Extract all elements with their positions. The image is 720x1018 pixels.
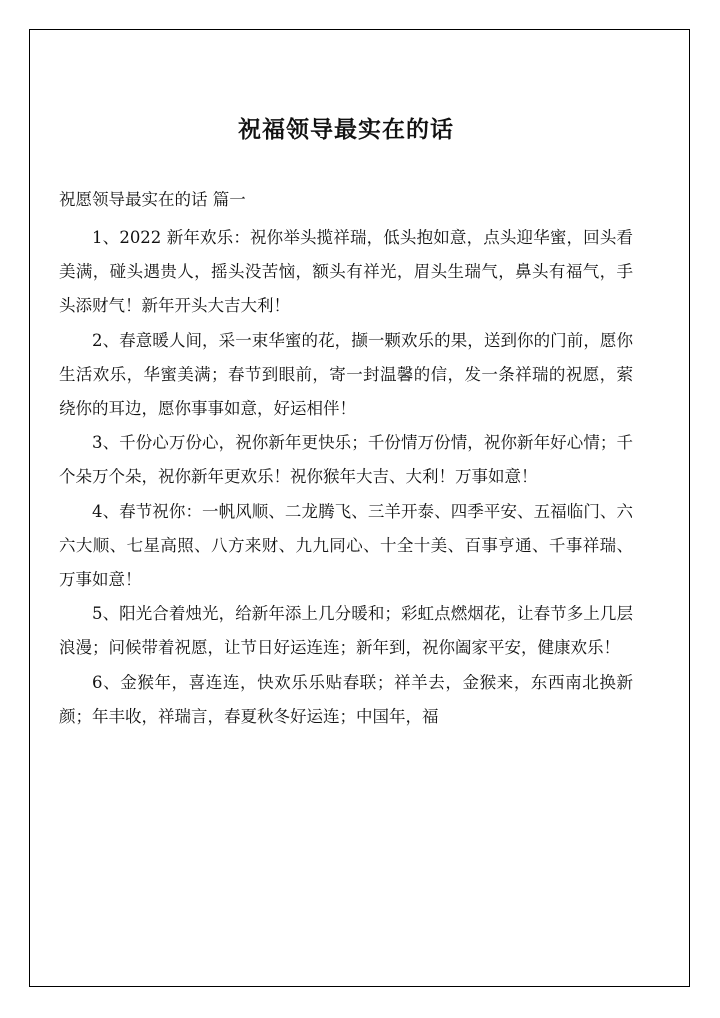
document-title: 祝福领导最实在的话 xyxy=(238,116,454,143)
section-heading: 祝愿领导最实在的话 篇一 xyxy=(59,190,246,209)
paragraph-1: 1、2022 新年欢乐：祝你举头揽祥瑞，低头抱如意，点头迎华蜜，回头看美满，碰头遇贵人，摇头没苦恼，额头有祥光，眉头生瑞气，鼻头有福气，手头添财气！新年开头大吉大利！ xyxy=(59,228,633,316)
paragraph-2: 2、春意暖人间，采一束华蜜的花，撷一颗欢乐的果，送到你的门前，愿你生活欢乐，华蜜美满；春节到眼前，寄一封温馨的信，发一条祥瑞的祝愿，萦绕你的耳边，愿你事事如意，好运相伴！ xyxy=(59,330,633,419)
paragraph-3: 3、千份心万份心，祝你新年更快乐；千份情万份情，祝你新年好心情；千个朵万个朵，祝你新年更欢乐！祝你猴年大吉、大利！万事如意！ xyxy=(59,433,633,487)
document-content xyxy=(59,110,633,734)
paragraph-6: 6、金猴年，喜连连，快欢乐乐贴春联；祥羊去，金猴来，东西南北换新颜；年丰收，祥瑞言，春夏秋冬好运连；中国年，福 xyxy=(59,672,633,726)
paragraph-4: 4、春节祝你：一帆风顺、二龙腾飞、三羊开泰、四季平安、五福临门、六六大顺、七星高照、八方来财、九九同心、十全十美、百事亨通、千事祥瑞、万事如意！ xyxy=(59,501,633,590)
paragraph-5: 5、阳光合着烛光，给新年添上几分暖和；彩虹点燃烟花，让春节多上几层浪漫；问候带着祝愿，让节日好运连连；新年到，祝你阖家平安，健康欢乐！ xyxy=(59,604,633,658)
